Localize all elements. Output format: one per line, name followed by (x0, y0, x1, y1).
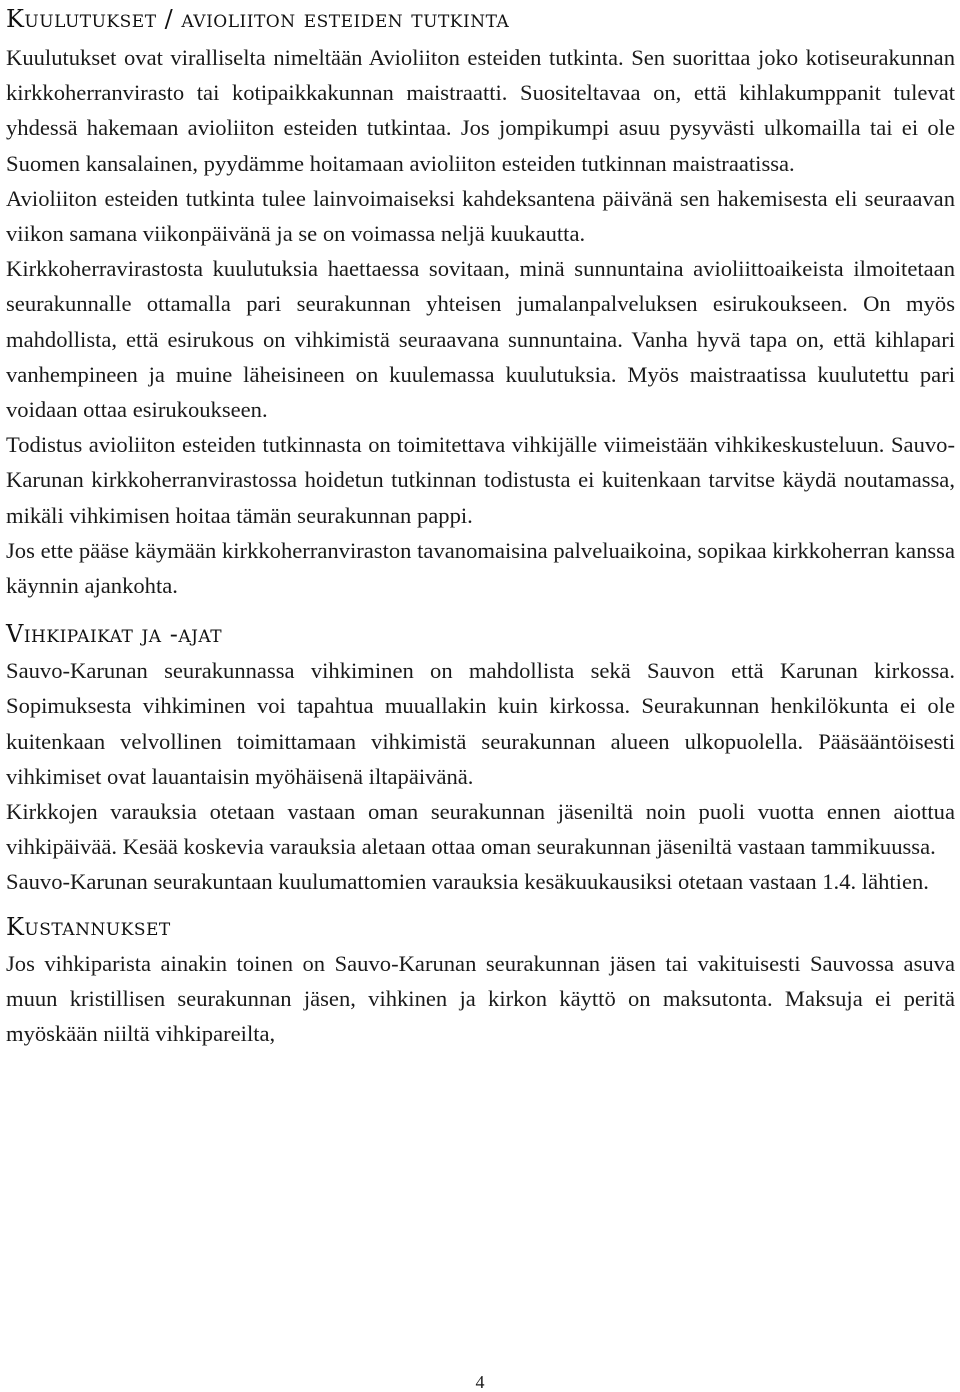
paragraph: Jos vihkiparista ainakin toinen on Sauvo-Karunan seurakunnan jäsen tai vakituisesti Sauvossa asuva muun kristillisen seurakunnan jäsen, vihkinen ja kirkon käyttö on maksutonta. Maksuja ei peritä myöskään niiltä vihkipareilta, (6, 950, 955, 1047)
paragraph: Sauvo-Karunan seurakunnassa vihkiminen on mahdollista sekä Sauvon että Karunan kirkossa. Sopimuksesta vihkiminen voi tapahtua muuallakin kuin kirkossa. Seurakunnan henkilökunta ei ole kuitenkaan velvollinen toimittamaan vihkimistä seurakunnan alueen ulkopuolella. Pääsääntöisesti vihkimiset ovat lauantaisin myöhäisenä iltapäivänä. (6, 658, 955, 789)
section-heading-kuulutukset: Kuulutukset / avioliiton esteiden tutkinta (6, 5, 510, 33)
paragraph: Jos ette pääse käymään kirkkoherranviraston tavanomaisina palveluaikoina, sopikaa kirkkoherran kanssa käynnin ajankohta. (6, 537, 955, 599)
paragraph: Kirkkoherravirastosta kuulutuksia haettaessa sovitaan, minä sunnuntaina avioliittoaikeista ilmoitetaan seurakunnalle ottamalla pari seurakunnan yhteisen jumalanpalveluksen esirukoukseen. On myös mahdollista, että esirukous on vihkimistä seuraavana sunnuntaina. Vanha hyvä tapa on, että kihlapari vanhempineen ja muine läheisineen on kuulemassa kuulutuksia. Myös maistraatissa kuulutettu pari voidaan ottaa esirukoukseen. (6, 256, 955, 423)
section-heading-kustannukset: Kustannukset (6, 912, 171, 941)
section-heading-vihkipaikat: Vihkipaikat ja -ajat (6, 620, 223, 649)
paragraph: Kirkkojen varauksia otetaan vastaan oman seurakunnan jäseniltä noin puoli vuotta ennen aiottua vihkipäivää. Kesää koskevia varauksia aletaan ottaa oman seurakunnan jäseniltä vastaan tammikuussa. (6, 799, 955, 860)
paragraph: Kuulutukset ovat viralliselta nimeltään Avioliiton esteiden tutkinta. Sen suorittaa joko kotiseurakunnan kirkkoherranvirasto tai kotipaikkakunnan maistraatti. Suositeltavaa on, että kihlakumppanit tulevat yhdessä hakemaan avioliiton esteiden tutkintaa. Jos jompikumpi asuu pysyvästi ulkomailla tai ei ole Suomen kansalainen, pyydämme hoitamaan avioliiton esteiden tutkinnan maistraatissa. (6, 45, 955, 176)
paragraph: Avioliiton esteiden tutkinta tulee lainvoimaiseksi kahdeksantena päivänä sen hakemisesta eli seuraavan viikon samana viikonpäivänä ja se on voimassa neljä kuukautta. (6, 185, 955, 247)
paragraph: Todistus avioliiton esteiden tutkinnasta on toimitettava vihkijälle viimeistään vihkikeskusteluun. Sauvo-Karunan kirkkoherranvirastossa hoidetun tutkinnan todistusta ei kuitenkaan tarvitse käydä noutamassa, mikäli vihkimisen hoitaa tämän seurakunnan pappi. (6, 432, 955, 528)
page-number: 4 (475, 1372, 485, 1392)
paragraph: Sauvo-Karunan seurakuntaan kuulumattomien varauksia kesäkuukausiksi otetaan vastaan 1.4. lähtien. (6, 869, 929, 895)
document-page (6, 0, 955, 1051)
